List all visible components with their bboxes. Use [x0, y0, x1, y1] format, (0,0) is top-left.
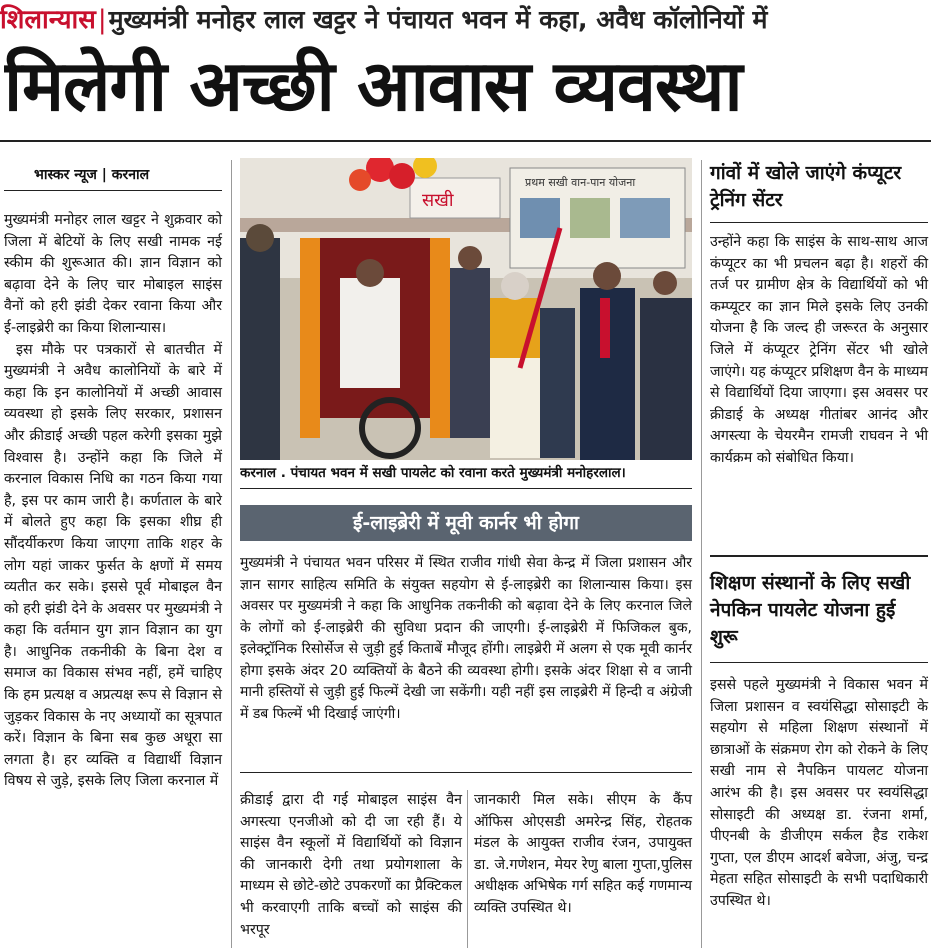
col1-paragraph-1: मुख्यमंत्री मनोहर लाल खट्टर ने शुक्रवार को जिला में बेटियों के लिए सखी नामक नई स्कीम की शुरूआत की। ज्ञान विज्ञान को बढ़ावा देने के लिए चार मोबाइल साइंस वैनों को हरी झंडी देकर रवाना किया और ई-लाइब्रेरी का किया शिलान्यास। — [4, 212, 222, 336]
col3-heading-1: गांवों में खोले जाएंगे कंप्यूटर ट्रेनिंग सेंटर — [710, 162, 902, 211]
caption-text: पंचायत भवन में सखी पायलेट को रवाना करते मुख्यमंत्री मनोहरलाल। — [290, 465, 626, 481]
photo-banner-text: सखी — [422, 190, 454, 211]
col1-paragraph-2: इस मौके पर पत्रकारों से बातचीत में मुख्यमंत्री ने अवैध कालोनियों के बारे में कहा कि इन कालोनियों में अच्छी आवास व्यवस्था हो इसके लिए सरकार, प्रशासन और क्रीडाई अच्छी पहल करेगी इसका मुझे विश्वास है। उन्होंने कहा कि जिले में करनाल विकास निधि का गठन किया गया है, इस पर काम जारी है। कर्णताल के बारे में बोलते हुए कहा कि इसका शीघ्र ही सौंदर्यीकरण किया जाएगा ताकि शहर के लोग यहां जाकर फुर्सत के क्षणों में समय व्यतीत कर सके। इससे पूर्व मोबाइल वैन को हरी झंडी देने के अवसर पर मुख्यमंत्री ने कहा कि वर्तमान युग ज्ञान विज्ञान का युग है। आधुनिक तकनीकी के बिना देश व समाज का विकास संभव नहीं, हमें चाहिए कि हम प्रत्यक्ष व अप्रत्यक्ष रूप से विज्ञान से जुड़कर विकास के नए अध्यायों का सूत्रपात करें। विज्ञान के बिना सब कुछ अधूरा सा लगता है। हर व्यक्ति व विद्यार्थी विज्ञान विषय से जुड़े, इसके लिए जिला करनाल में — [4, 341, 222, 790]
kicker-separator: | — [97, 5, 107, 35]
photo-illustration — [240, 158, 692, 460]
headline: मिलेगी अच्छी आवास व्यवस्था — [4, 45, 742, 127]
byline-rule — [4, 190, 222, 191]
photo-caption — [240, 463, 692, 481]
kicker-line — [0, 0, 931, 40]
middle-rule — [240, 772, 692, 773]
caption-rule — [240, 488, 692, 489]
middle-body-text: मुख्यमंत्री ने पंचायत भवन परिसर में स्थित राजीव गांधी सेवा केन्द्र में जिला प्रशासन और ज्ञान सागर साहित्य समिति के संयुक्त सहयोग से ई-लाइब्रेरी का शिलान्यास किया। इस अवसर पर मुख्यमंत्री ने कहा कि आधुनिक तकनीकी को बढ़ावा देने के लिए करनाल जिले के लोगों को ई-लाइब्रेरी की सुविधा प्रदान की जाएगी। ई-लाइब्रेरी में फिजिकल बुक, इलेक्ट्रॉनिक रिसोर्सेज से जुड़ी हुई किताबें मौजूद होंगी। लाइब्रेरी में अलग से एक मूवी कार्नर होगा इसके अंदर 20 व्यक्तियों के बैठने की व्यवस्था होगी। इसके अंदर शिक्षा से व जानी मानी हस्तियों से जुड़ी हुई फिल्में देखी जा सकेंगी। यही नहीं इस लाइब्रेरी में हिन्दी व अंग्रेजी में डब फिल्में भी दिखाई जाएंगी। — [240, 555, 692, 722]
middle-column-b: जानकारी मिल सके। सीएम के कैंप ऑफिस ओएसडी अमरेन्द्र सिंह, रोहतक मंडल के आयुक्त राजीव रंजन, उपायुक्त डा. जे.गणेशन, मेयर रेणु बाला गुप्ता,पुलिस अधीक्षक अभिषेक गर्ग सहित कई गणमान्य व्यक्ति उपस्थित थे। — [474, 792, 692, 916]
kicker-text: मुख्यमंत्री मनोहर लाल खट्टर ने पंचायत भवन में कहा, अवैध कॉलोनियों में — [108, 5, 768, 34]
news-photo — [240, 158, 692, 460]
col3-heading-2: शिक्षण संस्थानों के लिए सखी नेपकिन पायलेट योजना हुई शुरू — [710, 572, 911, 648]
headline-rule — [0, 140, 931, 142]
col3-heading-1-rule — [710, 222, 928, 223]
col3-section-rule — [710, 555, 928, 557]
col3-text-1: उन्होंने कहा कि साइंस के साथ-साथ आज कंप्यूटर का भी प्रचलन बढ़ा है। शहरों की तर्ज पर ग्रामीण क्षेत्र के विद्यार्थियों को भी कम्प्यूटर का ज्ञान मिले इसके लिए उनकी योजना है कि जल्द ही जरूरत के अनुसार जिले में कंप्यूटर ट्रेनिंग सेंटर भी खोले जाएंगे। यह कंप्यूटर प्रशिक्षण वैन के माध्यम से विद्यार्थियों दिया जाएगा। इस अवसर पर क्रीडाई के अध्यक्ष गीतांबर आनंद और अगस्त्या के चेयरमैन रामजी राघवन ने भी कार्यक्रम को संबोधित किया। — [710, 234, 928, 466]
photo-sign-text: प्रथम सखी वान-पान योजना — [525, 176, 636, 189]
byline: भास्कर न्यूज | करनाल — [34, 167, 150, 183]
column-divider-3 — [467, 790, 468, 948]
column-1-text — [4, 210, 222, 793]
col3-heading-2-rule — [710, 662, 928, 663]
kicker-tag: शिलान्यास — [0, 5, 96, 35]
caption-place: करनाल . — [240, 465, 286, 481]
column-divider-2 — [701, 160, 702, 948]
column-divider-1 — [231, 160, 232, 948]
subhead-bar: ई-लाइब्रेरी में मूवी कार्नर भी होगा — [240, 505, 692, 541]
middle-column-a: क्रीडाई द्वारा दी गई मोबाइल साइंस वैन अगस्त्या एनजीओ को दी जा रही हैं। ये साइंस वैन स्कूलों में विद्यार्थियों को विज्ञान की जानकारी देगी तथा प्रयोगशाला के माध्यम से छोटे-छोटे उपकरणों का प्रैक्टिकल भी करवाएगी ताकि बच्चों को साइंस की भरपूर — [240, 792, 462, 938]
col3-text-2: इससे पहले मुख्यमंत्री ने विकास भवन में जिला प्रशासन व स्वयंसिद्धा सोसाइटी के सहयोग से महिला शिक्षण संस्थानों में छात्राओं के संक्रमण रोग को रोकने के लिए सखी नाम से नैपकिन पायलट योजना आरंभ की है। इस अवसर पर स्वयंसिद्धा सोसाइटी की अध्यक्ष डा. रंजना शर्मा, पीएनबी के डीजीएम सर्कल हैड राकेश गुप्ता, एल डीएम आदर्श बवेजा, अंजु, चन्द्र मेहता सहित सोसाइटी के सभी पदाधिकारी उपस्थित थे। — [710, 677, 928, 909]
